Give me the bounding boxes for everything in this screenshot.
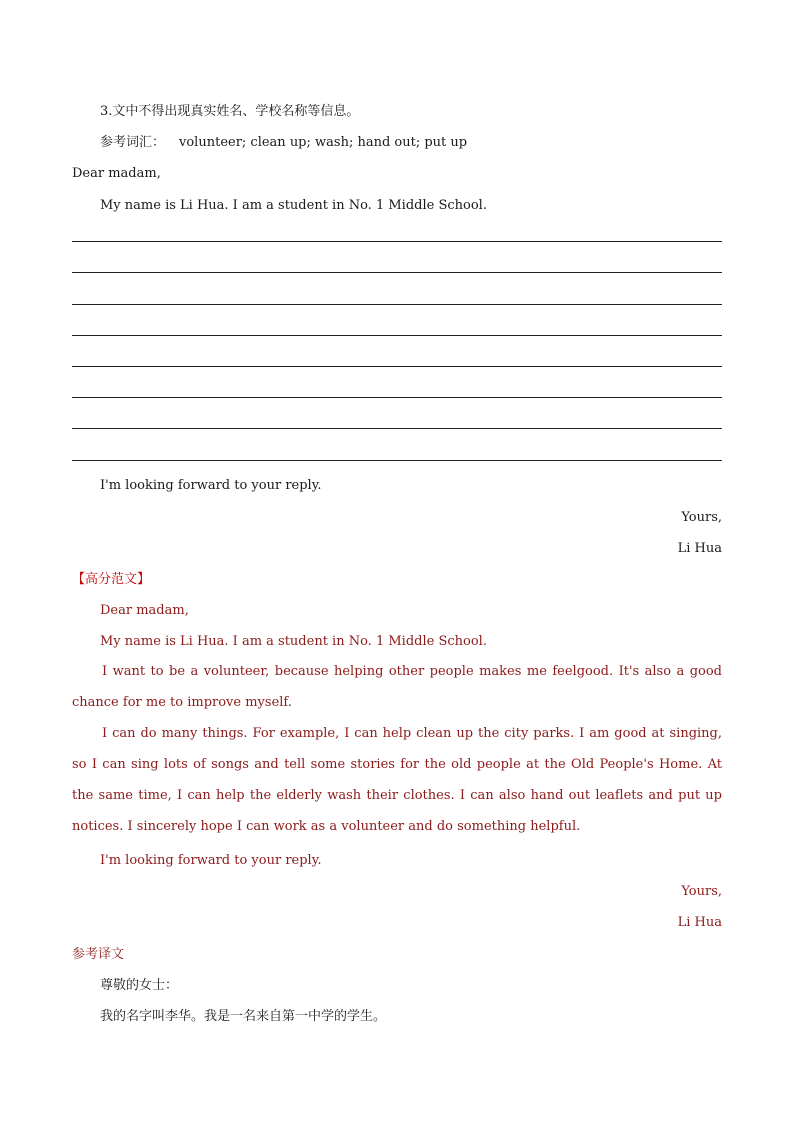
- writing-line[interactable]: [72, 241, 722, 242]
- instruction-rule-3: 3.文中不得出现真实姓名、学校名称等信息。: [100, 104, 360, 119]
- template-signature: Li Hua: [677, 541, 722, 556]
- sample-greeting: Dear madam,: [100, 603, 189, 618]
- translation-greeting: 尊敬的女士：: [100, 978, 179, 993]
- sample-closing: I'm looking forward to your reply.: [100, 853, 322, 868]
- template-signoff: Yours,: [681, 510, 722, 525]
- vocabulary-label: 参考词汇：: [100, 135, 166, 150]
- vocabulary-hint: [100, 134, 467, 152]
- writing-line[interactable]: [72, 272, 722, 273]
- template-greeting: Dear madam,: [72, 166, 161, 181]
- translation-intro: 我的名字叫李华。我是一名来自第一中学的学生。: [100, 1009, 387, 1024]
- template-closing: I'm looking forward to your reply.: [100, 478, 322, 493]
- sample-signature: Li Hua: [677, 915, 722, 930]
- sample-heading: 【高分范文】: [72, 572, 151, 587]
- writing-line[interactable]: [72, 304, 722, 305]
- template-intro: My name is Li Hua. I am a student in No. 1 Middle School.: [100, 198, 487, 213]
- sample-intro: My name is Li Hua. I am a student in No. 1 Middle School.: [100, 634, 487, 649]
- writing-line[interactable]: [72, 428, 722, 429]
- sample-signoff: Yours,: [681, 884, 722, 899]
- sample-paragraph-1: I want to be a volunteer, because helping other people makes me feelgood. It's also a good chance for me to improve myself.: [72, 664, 722, 710]
- sample-paragraph-2: I can do many things. For example, I can help clean up the city parks. I am good at singing, so I can sing lots of songs and tell some stories for the old people at the Old People's Home. At the same time, I can help the elderly wash their clothes. I can also hand out leaflets and put up notices. I sincerely hope I can work as a volunteer and do something helpful.: [72, 726, 722, 834]
- writing-line[interactable]: [72, 460, 722, 461]
- writing-line[interactable]: [72, 397, 722, 398]
- writing-line[interactable]: [72, 366, 722, 367]
- writing-line[interactable]: [72, 335, 722, 336]
- vocabulary-words: volunteer; clean up; wash; hand out; put up: [179, 135, 468, 150]
- translation-heading: 参考译文: [72, 947, 125, 962]
